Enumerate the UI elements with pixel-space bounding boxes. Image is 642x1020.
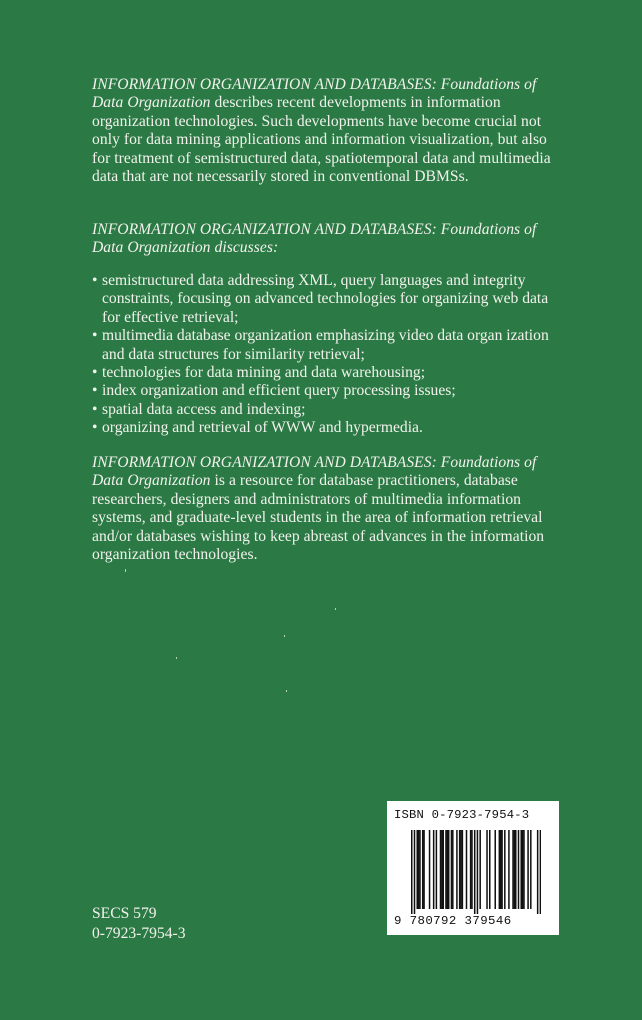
barcode-bar [445, 830, 447, 909]
barcode-bar [500, 830, 502, 909]
barcode-bar [530, 830, 532, 909]
series-code: SECS 579 [92, 905, 157, 922]
barcode-bar [520, 830, 522, 909]
bullet-icon: • [92, 400, 98, 418]
barcode-bar [499, 830, 501, 909]
bullet-icon: • [92, 419, 98, 437]
audience-text: is a resource for database practitioners, database researchers, designers and administrators of multimedia information systems, and graduate-level students in the area of information retrieval and/or databases wishing to keep abreast of advances in the information organization technologies. [92, 472, 545, 564]
barcode-bar [441, 830, 443, 909]
barcode-bar [471, 830, 473, 909]
barcode-bar [514, 830, 516, 909]
barcode-bar [515, 830, 517, 909]
list-item [92, 419, 570, 437]
barcode-bar [527, 830, 529, 909]
bullet-icon: • [92, 382, 98, 400]
barcode-bar [504, 830, 506, 909]
barcode-bar [470, 830, 472, 909]
barcode-bar [422, 830, 424, 909]
bullet-icon: • [92, 272, 98, 289]
barcode-bar [411, 830, 413, 914]
barcode-bar [486, 830, 488, 909]
barcode-bar [537, 830, 539, 914]
barcode-bar [512, 830, 514, 909]
barcode-bar [416, 830, 418, 909]
barcode-bar [518, 830, 520, 909]
barcode-bar [419, 830, 421, 909]
isbn-label: ISBN 0-7923-7954-3 [394, 808, 530, 822]
print-speck [284, 635, 285, 637]
print-speck [125, 569, 126, 572]
barcode-bar [414, 830, 416, 914]
print-speck [335, 608, 336, 610]
list-item-text: organizing and retrieval of WWW and hypermedia. [102, 419, 423, 437]
barcode-bar [423, 830, 425, 909]
list-item [92, 401, 570, 419]
barcode-bar [460, 830, 462, 909]
barcode-bar [429, 830, 431, 909]
barcode-bar [479, 830, 481, 909]
list-item-text: spatial data access and indexing; [102, 400, 306, 418]
book-title-italic: INFORMATION ORGANIZATION AND DATABASES: Foundations of Data Organization discusses: [92, 221, 537, 257]
list-item-text: index organization and efficient query processing issues; [102, 382, 456, 400]
barcode-bar [440, 830, 442, 909]
barcode-bar [508, 830, 510, 909]
list-item [92, 327, 570, 364]
barcode-bar [459, 830, 461, 909]
barcode-digits: 9 780792 379546 [394, 914, 512, 928]
barcode-bar [523, 830, 525, 909]
discusses-heading [92, 221, 562, 258]
barcode-bar [474, 830, 476, 914]
barcode-bar [433, 830, 435, 909]
description-text: describes recent developments in information organization technologies. Such developments have become crucial not only for data mining applications and information visualization, but also for treatment of semistructured data, spatiotemporal data and multimedia data that are not necessarily stored in conventional DBMSs. [92, 94, 551, 186]
list-item-text: semistructured data addressing XML, query languages and integrity constraints, focusing on advanced technologies for organizing web data for effective retrieval; [102, 272, 549, 326]
audience-paragraph [92, 454, 562, 564]
barcode-bar [448, 830, 450, 909]
barcode-bar [494, 830, 496, 909]
list-item-text: technologies for data mining and data warehousing; [102, 364, 426, 382]
list-item [92, 272, 570, 327]
barcode-bar [451, 830, 453, 909]
description-paragraph [92, 76, 562, 186]
print-speck [176, 657, 177, 659]
list-item [92, 382, 570, 400]
topics-list [92, 272, 570, 438]
book-title-italic: INFORMATION ORGANIZATION AND DATABASES: Foundations of Data Organization [92, 454, 537, 490]
barcode-bar [452, 830, 454, 909]
barcode-bar [456, 830, 458, 909]
barcode-bar [462, 830, 464, 909]
isbn-barcode-label [387, 801, 559, 935]
barcode-bar [466, 830, 468, 909]
barcode-bar [442, 830, 444, 909]
book-title-italic: INFORMATION ORGANIZATION AND DATABASES: Foundations of Data Organization [92, 76, 537, 112]
list-item-text: multimedia database organization emphasizing video data organ ization and data structures for similarity retrieval; [102, 327, 549, 363]
list-item [92, 364, 570, 382]
barcode-bar [436, 830, 438, 909]
barcode-bar [522, 830, 524, 909]
series-info [92, 904, 186, 944]
barcode-bar [447, 830, 449, 909]
barcode-icon [411, 830, 541, 914]
barcode-bar [418, 830, 420, 909]
print-speck [286, 690, 287, 692]
barcode-bar [501, 830, 503, 909]
barcode-bar [489, 830, 491, 909]
bullet-icon: • [92, 327, 98, 345]
barcode-bar [477, 830, 479, 914]
isbn-short: 0-7923-7954-3 [92, 925, 186, 942]
bullet-icon: • [92, 364, 98, 382]
barcode-bar [540, 830, 541, 914]
